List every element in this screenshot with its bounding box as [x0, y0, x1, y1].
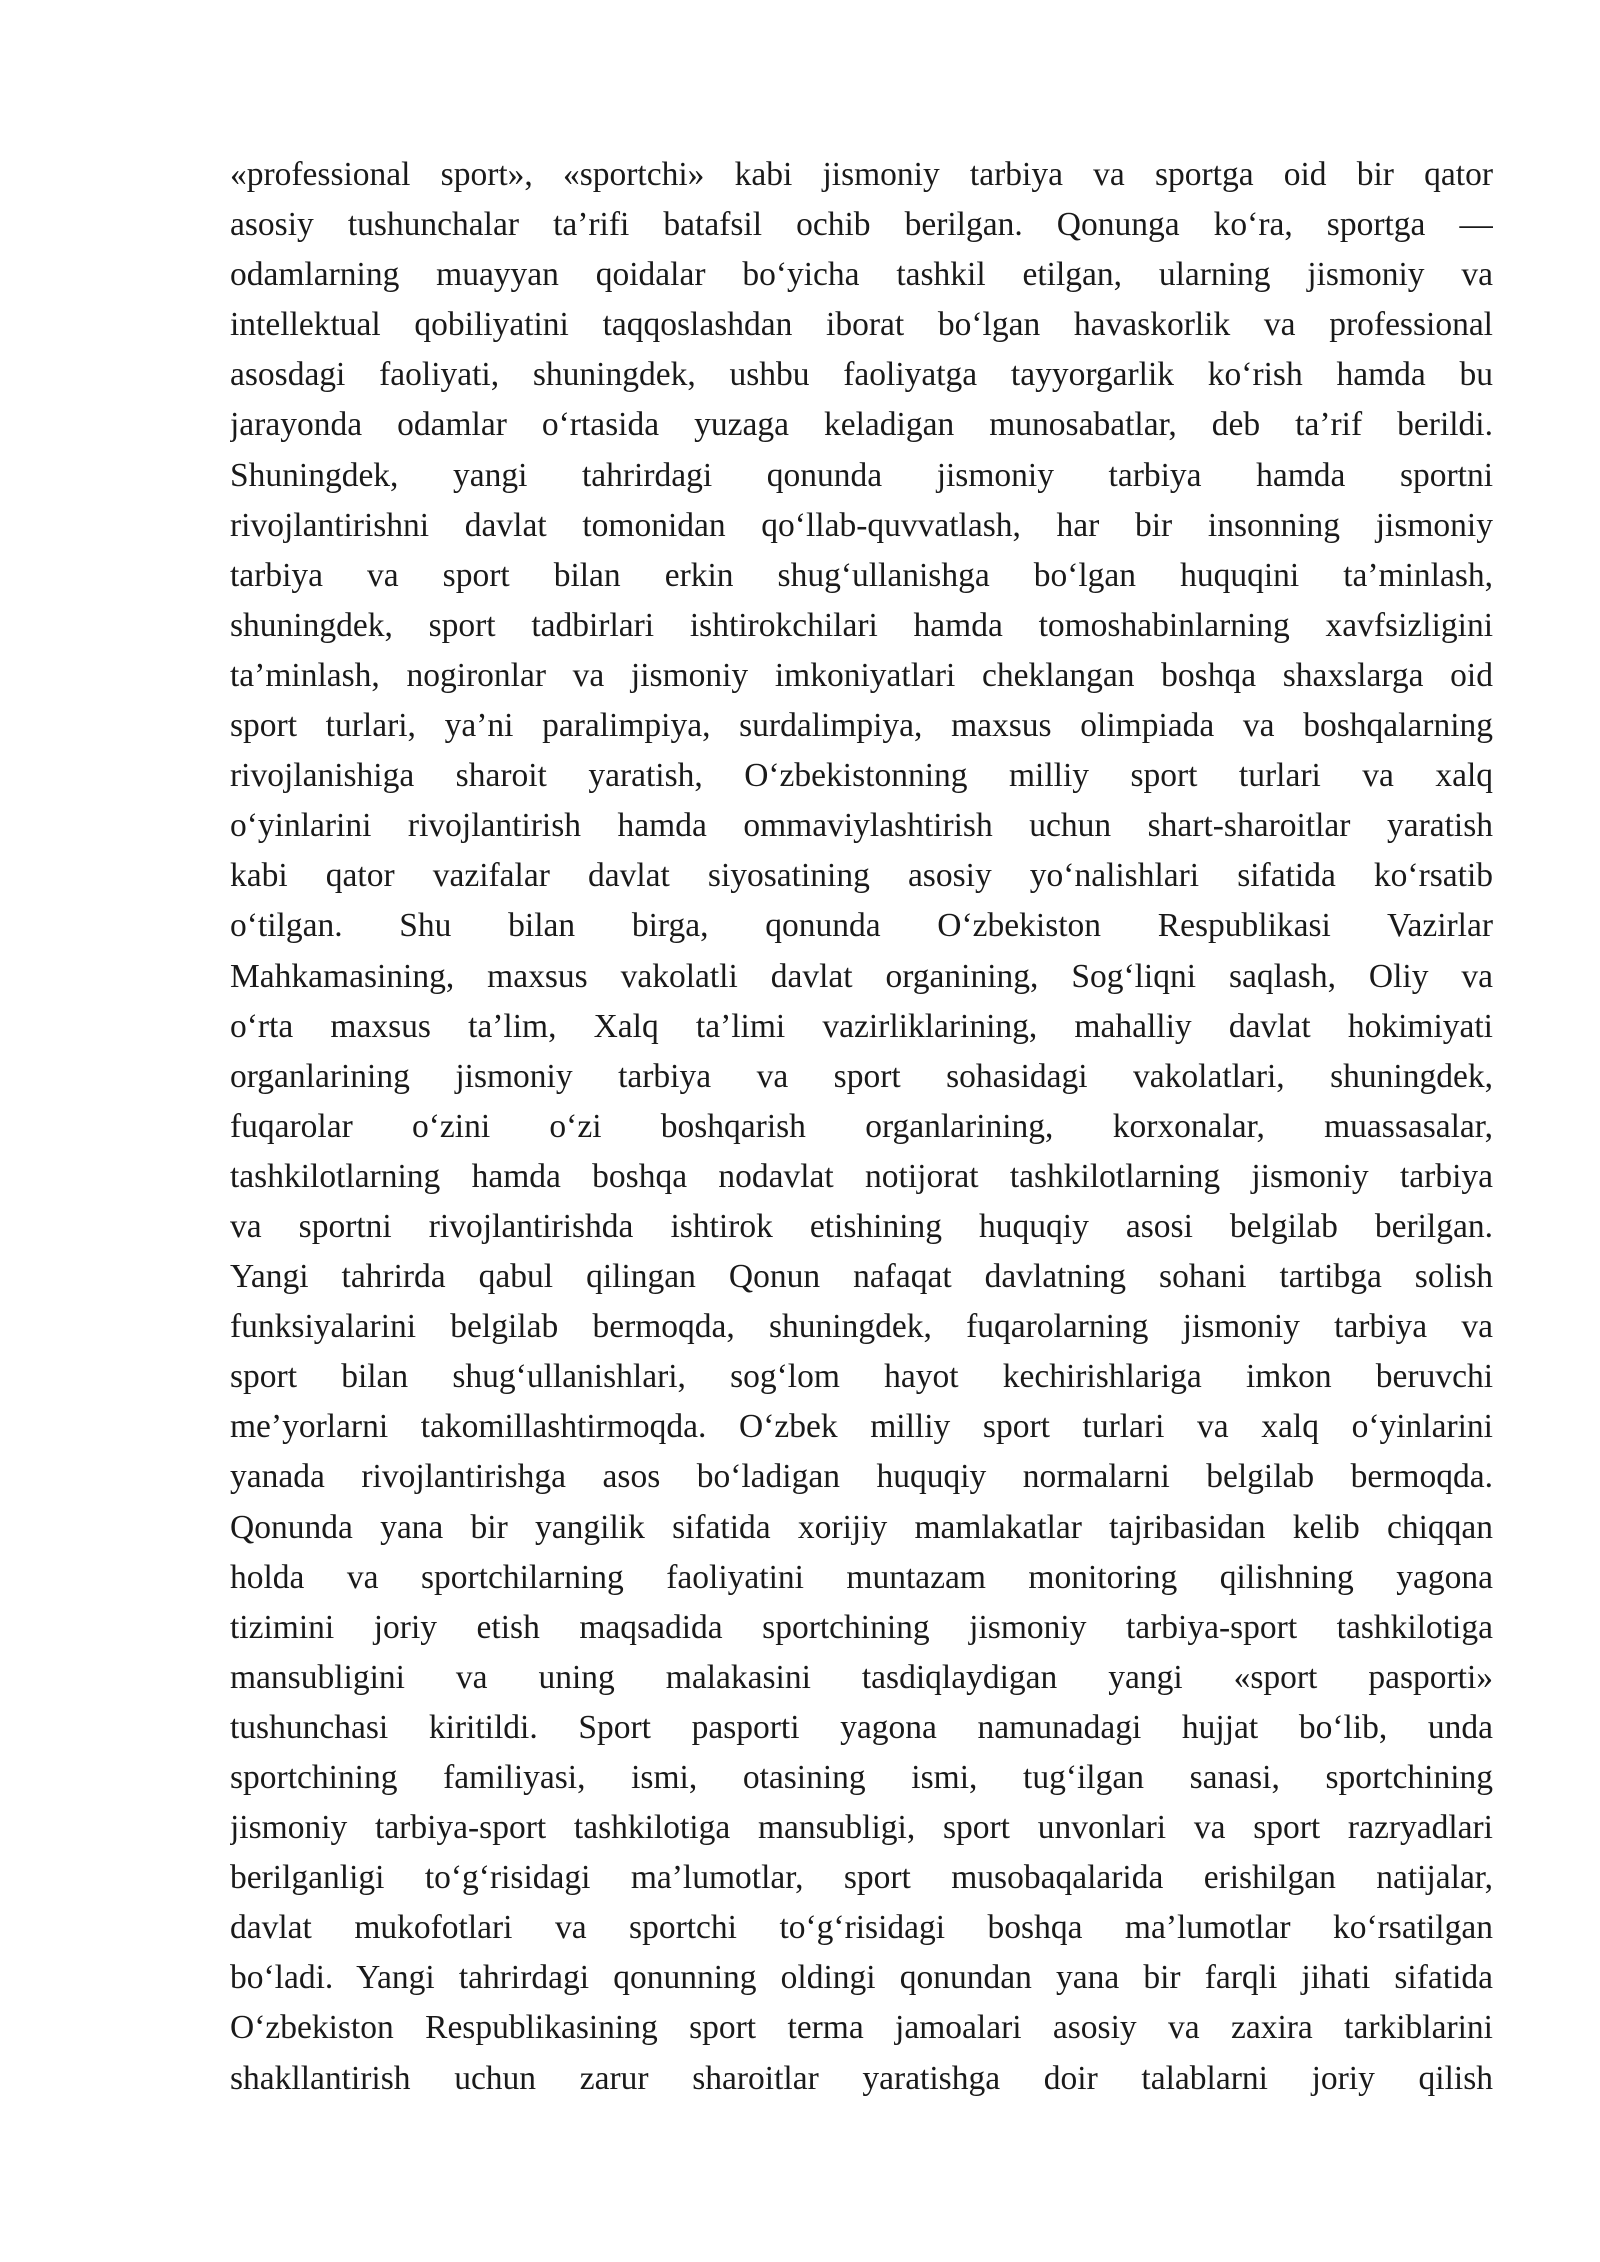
text-line: holda va sportchilarning faoliyatini muntazam monitoring qilishning yagona [230, 1558, 1493, 1596]
text-line: intellektual qobiliyatini taqqoslashdan iborat bo‘lgan havaskorlik va professional [230, 306, 1493, 344]
text-line: Yangi tahrirda qabul qilingan Qonun nafaqat davlatning sohani tartibga solish [230, 1258, 1493, 1296]
text-line: kabi qator vazifalar davlat siyosatining asosiy yo‘nalishlari sifatida ko‘rsatib [230, 857, 1493, 895]
text-line: tashkilotlarning hamda boshqa nodavlat notijorat tashkilotlarning jismoniy tarbiya [230, 1157, 1493, 1195]
text-line: rivojlantirishni davlat tomonidan qo‘llab-quvvatlash, har bir insonning jismoniy [230, 506, 1493, 544]
text-line: asosiy tushunchalar ta’rifi batafsil ochib berilgan. Qonunga ko‘ra, sportga — [230, 206, 1493, 244]
text-line: mansubligini va uning malakasini tasdiqlaydigan yangi «sport pasporti» [230, 1658, 1493, 1696]
text-line: bo‘ladi. Yangi tahrirdagi qonunning oldingi qonundan yana bir farqli jihati sifatida [230, 1959, 1493, 1997]
text-line: berilganligi to‘g‘risidagi ma’lumotlar, sport musobaqalarida erishilgan natijalar, [230, 1859, 1493, 1897]
text-line: organlarining jismoniy tarbiya va sport sohasidagi vakolatlari, shuningdek, [230, 1057, 1493, 1095]
text-line: o‘yinlarini rivojlantirish hamda ommaviylashtirish uchun shart-sharoitlar yaratish [230, 807, 1493, 845]
text-line: tushunchasi kiritildi. Sport pasporti yagona namunadagi hujjat bo‘lib, unda [230, 1708, 1493, 1746]
text-line: jismoniy tarbiya-sport tashkilotiga mansubligi, sport unvonlari va sport razryadlari [230, 1809, 1493, 1847]
text-line: rivojlanishiga sharoit yaratish, O‘zbekistonning milliy sport turlari va xalq [230, 757, 1493, 795]
text-line: o‘tilgan. Shu bilan birga, qonunda O‘zbekiston Respublikasi Vazirlar [230, 907, 1493, 945]
text-line: tarbiya va sport bilan erkin shug‘ullanishga bo‘lgan huquqini ta’minlash, [230, 556, 1493, 594]
text-line: Shuningdek, yangi tahrirdagi qonunda jismoniy tarbiya hamda sportni [230, 456, 1493, 494]
text-line: O‘zbekiston Respublikasining sport terma jamoalari asosiy va zaxira tarkiblarini [230, 2009, 1493, 2047]
text-line: yanada rivojlantirishga asos bo‘ladigan huquqiy normalarni belgilab bermoqda. [230, 1458, 1493, 1496]
text-line: shuningdek, sport tadbirlari ishtirokchilari hamda tomoshabinlarning xavfsizligini [230, 606, 1493, 644]
text-line: sport bilan shug‘ullanishlari, sog‘lom hayot kechirishlariga imkon beruvchi [230, 1358, 1493, 1396]
text-line: Mahkamasining, maxsus vakolatli davlat organining, Sog‘liqni saqlash, Oliy va [230, 957, 1493, 995]
text-line: davlat mukofotlari va sportchi to‘g‘risidagi boshqa ma’lumotlar ko‘rsatilgan [230, 1909, 1493, 1947]
text-line: sportchining familiyasi, ismi, otasining ismi, tug‘ilgan sanasi, sportchining [230, 1759, 1493, 1796]
text-line: «professional sport», «sportchi» kabi jismoniy tarbiya va sportga oid bir qator [230, 156, 1493, 193]
text-line: sport turlari, ya’ni paralimpiya, surdalimpiya, maxsus olimpiada va boshqalarning [230, 707, 1493, 745]
text-line: o‘rta maxsus ta’lim, Xalq ta’limi vazirliklarining, mahalliy davlat hokimiyati [230, 1007, 1493, 1045]
text-line: ta’minlash, nogironlar va jismoniy imkoniyatlari cheklangan boshqa shaxslarga oid [230, 656, 1493, 694]
text-line: odamlarning muayyan qoidalar bo‘yicha tashkil etilgan, ularning jismoniy va [230, 256, 1493, 294]
text-line: Qonunda yana bir yangilik sifatida xorijiy mamlakatlar tajribasidan kelib chiqqan [230, 1508, 1493, 1546]
text-line: shakllantirish uchun zarur sharoitlar yaratishga doir talablarni joriy qilish [230, 2059, 1493, 2097]
body-text [230, 150, 1493, 2104]
text-line: fuqarolar o‘zini o‘zi boshqarish organlarining, korxonalar, muassasalar, [230, 1107, 1493, 1145]
text-line: jarayonda odamlar o‘rtasida yuzaga keladigan munosabatlar, deb ta’rif berildi. [230, 406, 1493, 444]
text-line: tizimini joriy etish maqsadida sportchining jismoniy tarbiya-sport tashkilotiga [230, 1608, 1493, 1646]
text-line: funksiyalarini belgilab bermoqda, shuningdek, fuqarolarning jismoniy tarbiya va [230, 1308, 1493, 1346]
text-line: va sportni rivojlantirishda ishtirok etishining huquqiy asosi belgilab berilgan. [230, 1207, 1493, 1245]
text-line: asosdagi faoliyati, shuningdek, ushbu faoliyatga tayyorgarlik ko‘rish hamda bu [230, 356, 1493, 394]
text-line: me’yorlarni takomillashtirmoqda. O‘zbek milliy sport turlari va xalq o‘yinlarini [230, 1408, 1493, 1446]
